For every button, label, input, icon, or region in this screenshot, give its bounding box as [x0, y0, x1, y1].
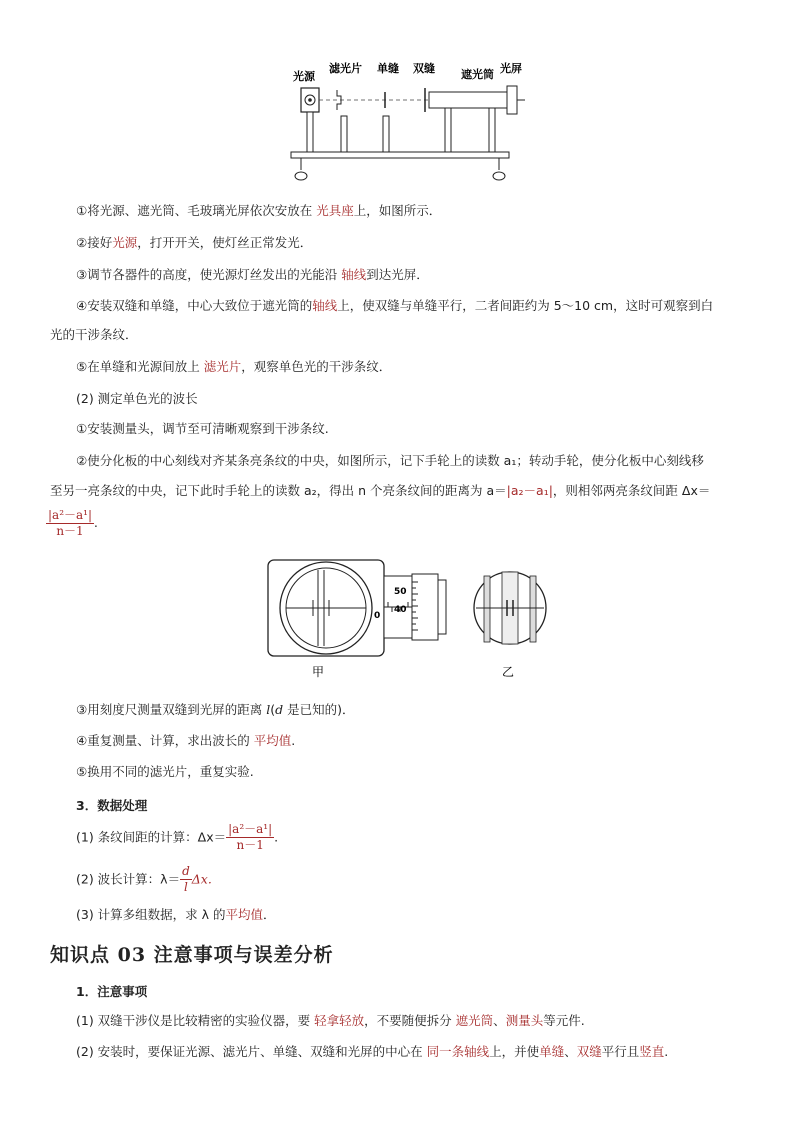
measure-step-2-tail: ，则相邻两亮条纹间距 Δx＝ [552, 483, 711, 498]
step-1-tail: 上，如图所示． [353, 203, 442, 218]
section-title: 知识点 03 注意事项与误差分析 [50, 944, 334, 966]
step-1-keyword: 光具座 [316, 203, 354, 218]
measure-step-3 [76, 701, 354, 719]
measure-step-4-keyword: 平均值 [253, 733, 292, 748]
note-2-keyword-1: 同一条轴线 [426, 1044, 490, 1059]
step-4 [76, 297, 713, 315]
step-2-tail: ，打开开关，使灯丝正常发光． [137, 235, 313, 250]
measure-step-4-tail: . [291, 733, 296, 748]
apparatus-diagram [285, 58, 525, 188]
data-step-2-tail: Δx. [191, 871, 212, 887]
measure-step-4-text: ④重复测量、计算，求出波长的 [76, 733, 254, 748]
note-1-mid: ，不要随便拆分 [364, 1013, 456, 1028]
measure-step-2-cont [50, 482, 710, 500]
note-2-mid: 上，并使 [489, 1044, 540, 1059]
var-d: d [275, 702, 284, 717]
step-2-keyword: 光源 [112, 235, 138, 250]
label-yi: 乙 [502, 665, 515, 679]
measure-step-3-tail: 是已知的)． [283, 702, 355, 717]
step-1 [76, 202, 441, 220]
measure-step-4 [76, 732, 295, 750]
label-double-slit: 双缝 [413, 62, 435, 75]
step-5-text: ⑤在单缝和光源间放上 [76, 359, 204, 374]
label-jia: 甲 [312, 665, 325, 679]
step-2 [76, 234, 312, 252]
measure-step-2-text: 至另一亮条纹的中央，记下此时手轮上的读数 a₂，得出 n 个亮条纹间的距离为 a＝ [50, 483, 507, 498]
measuring-head-diagram [262, 556, 562, 686]
scale-label-40: 40 [394, 605, 407, 615]
step-4-text: ④安装双缝和单缝，中心大致位于遮光筒的 [76, 298, 313, 313]
step-3-keyword: 轴线 [341, 267, 367, 282]
step-3 [76, 266, 429, 284]
step-3-text: ③调节各器件的高度，使光源灯丝发出的光能沿 [76, 267, 342, 282]
note-2-keyword-3: 双缝 [576, 1044, 602, 1059]
step-4-tail: 上，使双缝与单缝平行，二者间距约为 5～10 cm，这时可观察到白 [337, 298, 714, 313]
data-step-1-numerator: |a²－a¹| [228, 822, 273, 836]
step-5-keyword: 滤光片 [203, 359, 242, 374]
note-1-tail: 等元件. [543, 1013, 585, 1028]
label-filter: 滤光片 [329, 62, 362, 75]
note-2 [76, 1043, 668, 1061]
step-4-cont: 光的干涉条纹． [50, 327, 138, 342]
data-step-2 [76, 864, 212, 900]
var-l: l [266, 702, 271, 717]
measure-distance-formula: |a₂－a₁| [506, 483, 553, 498]
data-step-2-text: (2) 波长计算：λ＝ [76, 871, 181, 887]
measure-step-1: ①安装测量头，调节至可清晰观察到干涉条纹. [76, 421, 329, 436]
data-step-3 [76, 906, 276, 924]
paren-open: ( [270, 702, 276, 717]
note-1-keyword-1: 轻拿轻放 [314, 1013, 365, 1028]
label-tube: 遮光筒 [461, 68, 494, 81]
fraction-numerator: |a²－a¹| [48, 508, 93, 522]
note-2-sep: 、 [564, 1044, 577, 1059]
fraction-denominator: n－1 [56, 524, 84, 538]
note-2-keyword-4: 竖直 [639, 1044, 665, 1059]
note-1-text: (1) 双缝干涉仪是比较精密的实验仪器，要 [76, 1013, 315, 1028]
data-step-1-denominator: n－1 [236, 838, 264, 852]
step-1-text: ①将光源、遮光筒、毛玻璃光屏依次安放在 [76, 203, 317, 218]
data-step-3-keyword: 平均值 [225, 907, 264, 922]
measure-step-3-text: ③用刻度尺测量双缝到光屏的距离 [76, 702, 267, 717]
data-step-3-text: (3) 计算多组数据，求 λ 的 [76, 907, 226, 922]
label-light-source: 光源 [293, 70, 315, 83]
section-subtitle: 1．注意事项 [76, 984, 148, 999]
note-2-mid-2: 平行且 [601, 1044, 640, 1059]
data-processing-title: 3．数据处理 [76, 798, 148, 813]
note-1-sep: 、 [493, 1013, 506, 1028]
note-2-text: (2) 安装时，要保证光源、滤光片、单缝、双缝和光屏的中心在 [76, 1044, 427, 1059]
scale-label-50: 50 [394, 587, 407, 597]
note-2-tail: . [664, 1044, 669, 1059]
data-step-3-tail: ． [263, 907, 276, 922]
note-1-keyword-2: 遮光筒 [455, 1013, 494, 1028]
note-1-keyword-3: 测量头 [505, 1013, 544, 1028]
step-5-tail: ，观察单色光的干涉条纹． [241, 359, 392, 374]
measure-step-5: ⑤换用不同的滤光片，重复实验. [76, 764, 254, 779]
scale-label-0: 0 [374, 611, 381, 621]
data-step-2-denominator: l [180, 879, 192, 895]
label-screen: 光屏 [500, 62, 522, 75]
data-step-1: (1) 条纹间距的计算：Δx＝ $\frac{\text{|a²－a¹|}}{n-1}$ . [76, 822, 279, 852]
label-single-slit: 单缝 [377, 62, 399, 75]
step-3-tail: 到达光屏． [366, 267, 429, 282]
step-4-keyword: 轴线 [312, 298, 338, 313]
step-5 [76, 358, 391, 376]
measure-step-2: ②使分化板的中心刻线对齐某条亮条纹的中央，如图所示，记下手轮上的读数 a₁；转动手轮，使分化板中心刻线移 [76, 453, 704, 468]
note-1 [76, 1012, 585, 1030]
measure-title: (2) 测定单色光的波长 [76, 391, 198, 406]
delta-x-fraction: $\frac{\text{|a²－a¹|}}{n-1}$ . [48, 508, 98, 538]
step-2-text: ②接好 [76, 235, 113, 250]
data-step-2-numerator: d [182, 864, 190, 878]
data-step-1-text: (1) 条纹间距的计算：Δx＝ [76, 829, 227, 845]
note-2-keyword-2: 单缝 [539, 1044, 565, 1059]
